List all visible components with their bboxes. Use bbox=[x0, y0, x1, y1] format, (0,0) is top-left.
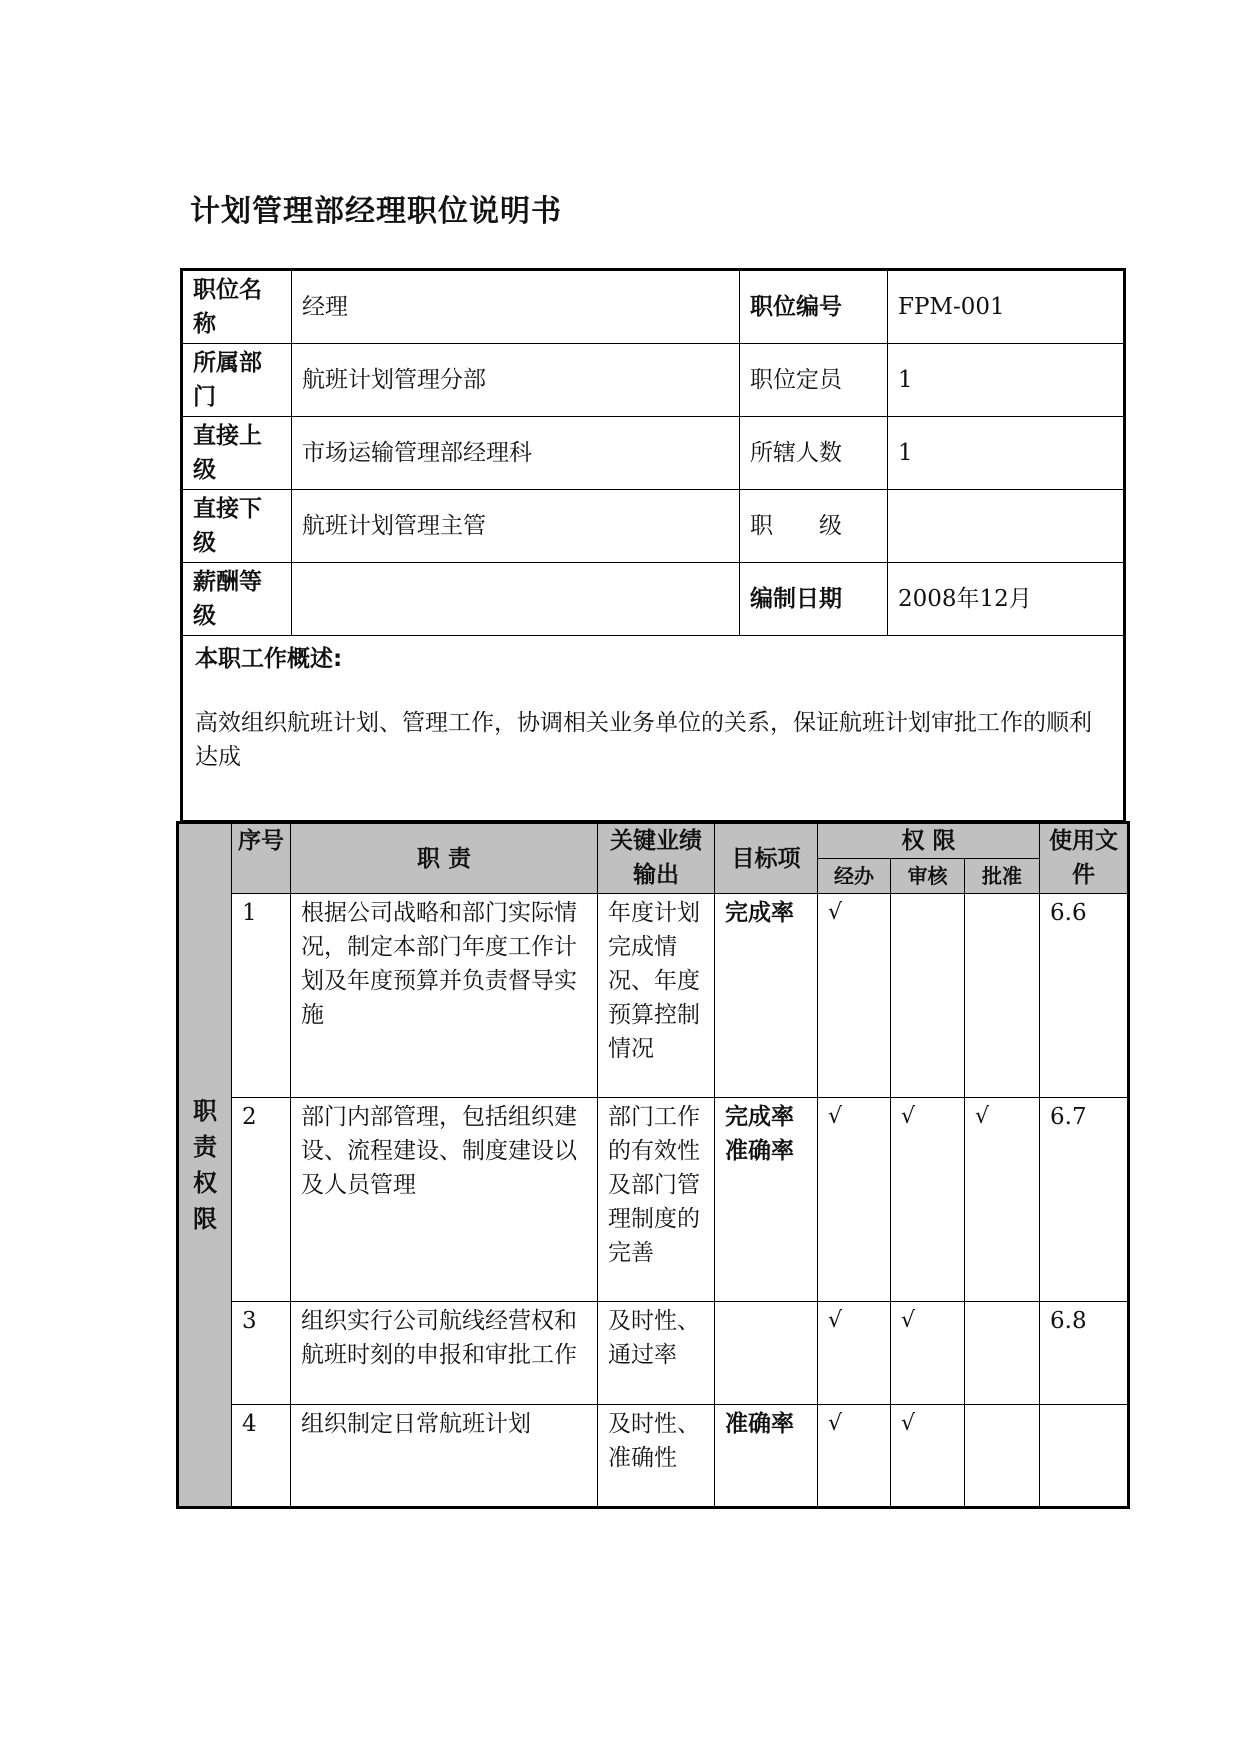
row-approve: √ bbox=[965, 1098, 1040, 1302]
info-label: 编制日期 bbox=[740, 563, 888, 636]
info-label: 直接下级 bbox=[182, 490, 292, 563]
side-label-text: 职责权限 bbox=[192, 1097, 217, 1233]
row-seq: 1 bbox=[232, 894, 291, 1098]
row-kpi: 及时性、通过率 bbox=[598, 1302, 715, 1405]
table-row bbox=[178, 894, 1129, 1098]
row-kpi: 年度计划完成情况、年度预算控制情况 bbox=[598, 894, 715, 1098]
header-approve: 批准 bbox=[965, 859, 1040, 894]
info-row bbox=[182, 417, 1125, 490]
row-approve bbox=[965, 1302, 1040, 1405]
row-docs: 6.8 bbox=[1040, 1302, 1129, 1405]
info-value: 经理 bbox=[292, 270, 740, 344]
row-handle: √ bbox=[818, 894, 891, 1098]
row-kpi: 及时性、准确性 bbox=[598, 1405, 715, 1508]
row-duty: 根据公司战略和部门实际情况，制定本部门年度工作计划及年度预算并负责督导实施 bbox=[291, 894, 598, 1098]
duties-table bbox=[176, 821, 1130, 1509]
info-label: 所属部门 bbox=[182, 344, 292, 417]
row-seq: 4 bbox=[232, 1405, 291, 1508]
info-value: 1 bbox=[888, 417, 1125, 490]
row-kpi: 部门工作的有效性及部门管理制度的完善 bbox=[598, 1098, 715, 1302]
row-seq: 3 bbox=[232, 1302, 291, 1405]
table-row bbox=[178, 1405, 1129, 1508]
row-target bbox=[715, 1302, 818, 1405]
row-approve bbox=[965, 1405, 1040, 1508]
row-review: √ bbox=[891, 1098, 965, 1302]
info-value: 航班计划管理分部 bbox=[292, 344, 740, 417]
table-row bbox=[178, 1098, 1129, 1302]
info-label: 职位名称 bbox=[182, 270, 292, 344]
info-value bbox=[888, 490, 1125, 563]
summary-title: 本职工作概述: bbox=[195, 646, 343, 672]
row-docs bbox=[1040, 1405, 1129, 1508]
info-row bbox=[182, 563, 1125, 636]
header-row bbox=[178, 823, 1129, 859]
header-seq: 序号 bbox=[232, 823, 291, 894]
row-review: √ bbox=[891, 1302, 965, 1405]
header-review: 审核 bbox=[891, 859, 965, 894]
header-authority: 权 限 bbox=[818, 823, 1040, 859]
header-kpi: 关键业绩输出 bbox=[598, 823, 715, 894]
info-label: 直接上级 bbox=[182, 417, 292, 490]
info-label: 所辖人数 bbox=[740, 417, 888, 490]
row-seq: 2 bbox=[232, 1098, 291, 1302]
row-duty: 部门内部管理，包括组织建设、流程建设、制度建设以及人员管理 bbox=[291, 1098, 598, 1302]
table-row bbox=[178, 1302, 1129, 1405]
header-docs: 使用文件 bbox=[1040, 823, 1129, 894]
position-info-table bbox=[180, 268, 1126, 823]
info-value: 市场运输管理部经理科 bbox=[292, 417, 740, 490]
info-label: 职位编号 bbox=[740, 270, 888, 344]
info-value: 2008年12月 bbox=[888, 563, 1125, 636]
info-value: 1 bbox=[888, 344, 1125, 417]
row-review bbox=[891, 894, 965, 1098]
info-label: 职位定员 bbox=[740, 344, 888, 417]
row-target: 完成率准确率 bbox=[715, 1098, 818, 1302]
row-handle: √ bbox=[818, 1098, 891, 1302]
row-duty: 组织制定日常航班计划 bbox=[291, 1405, 598, 1508]
row-handle: √ bbox=[818, 1302, 891, 1405]
summary-text: 高效组织航班计划、管理工作，协调相关业务单位的关系，保证航班计划审批工作的顺利达成 bbox=[195, 710, 1092, 770]
summary-row bbox=[182, 636, 1125, 822]
info-value: 航班计划管理主管 bbox=[292, 490, 740, 563]
row-handle: √ bbox=[818, 1405, 891, 1508]
info-row bbox=[182, 270, 1125, 344]
page-title: 计划管理部经理职位说明书 bbox=[190, 194, 562, 229]
info-row bbox=[182, 344, 1125, 417]
info-label: 职 级 bbox=[740, 490, 888, 563]
info-value: FPM-001 bbox=[888, 270, 1125, 344]
header-target: 目标项 bbox=[715, 823, 818, 894]
info-label: 薪酬等级 bbox=[182, 563, 292, 636]
row-target: 准确率 bbox=[715, 1405, 818, 1508]
side-label bbox=[178, 823, 232, 1508]
row-target: 完成率 bbox=[715, 894, 818, 1098]
row-docs: 6.7 bbox=[1040, 1098, 1129, 1302]
row-duty: 组织实行公司航线经营权和航班时刻的申报和审批工作 bbox=[291, 1302, 598, 1405]
row-approve bbox=[965, 894, 1040, 1098]
row-docs: 6.6 bbox=[1040, 894, 1129, 1098]
header-duty: 职 责 bbox=[291, 823, 598, 894]
info-value bbox=[292, 563, 740, 636]
info-row bbox=[182, 490, 1125, 563]
row-review: √ bbox=[891, 1405, 965, 1508]
header-handle: 经办 bbox=[818, 859, 891, 894]
job-summary bbox=[182, 636, 1125, 822]
